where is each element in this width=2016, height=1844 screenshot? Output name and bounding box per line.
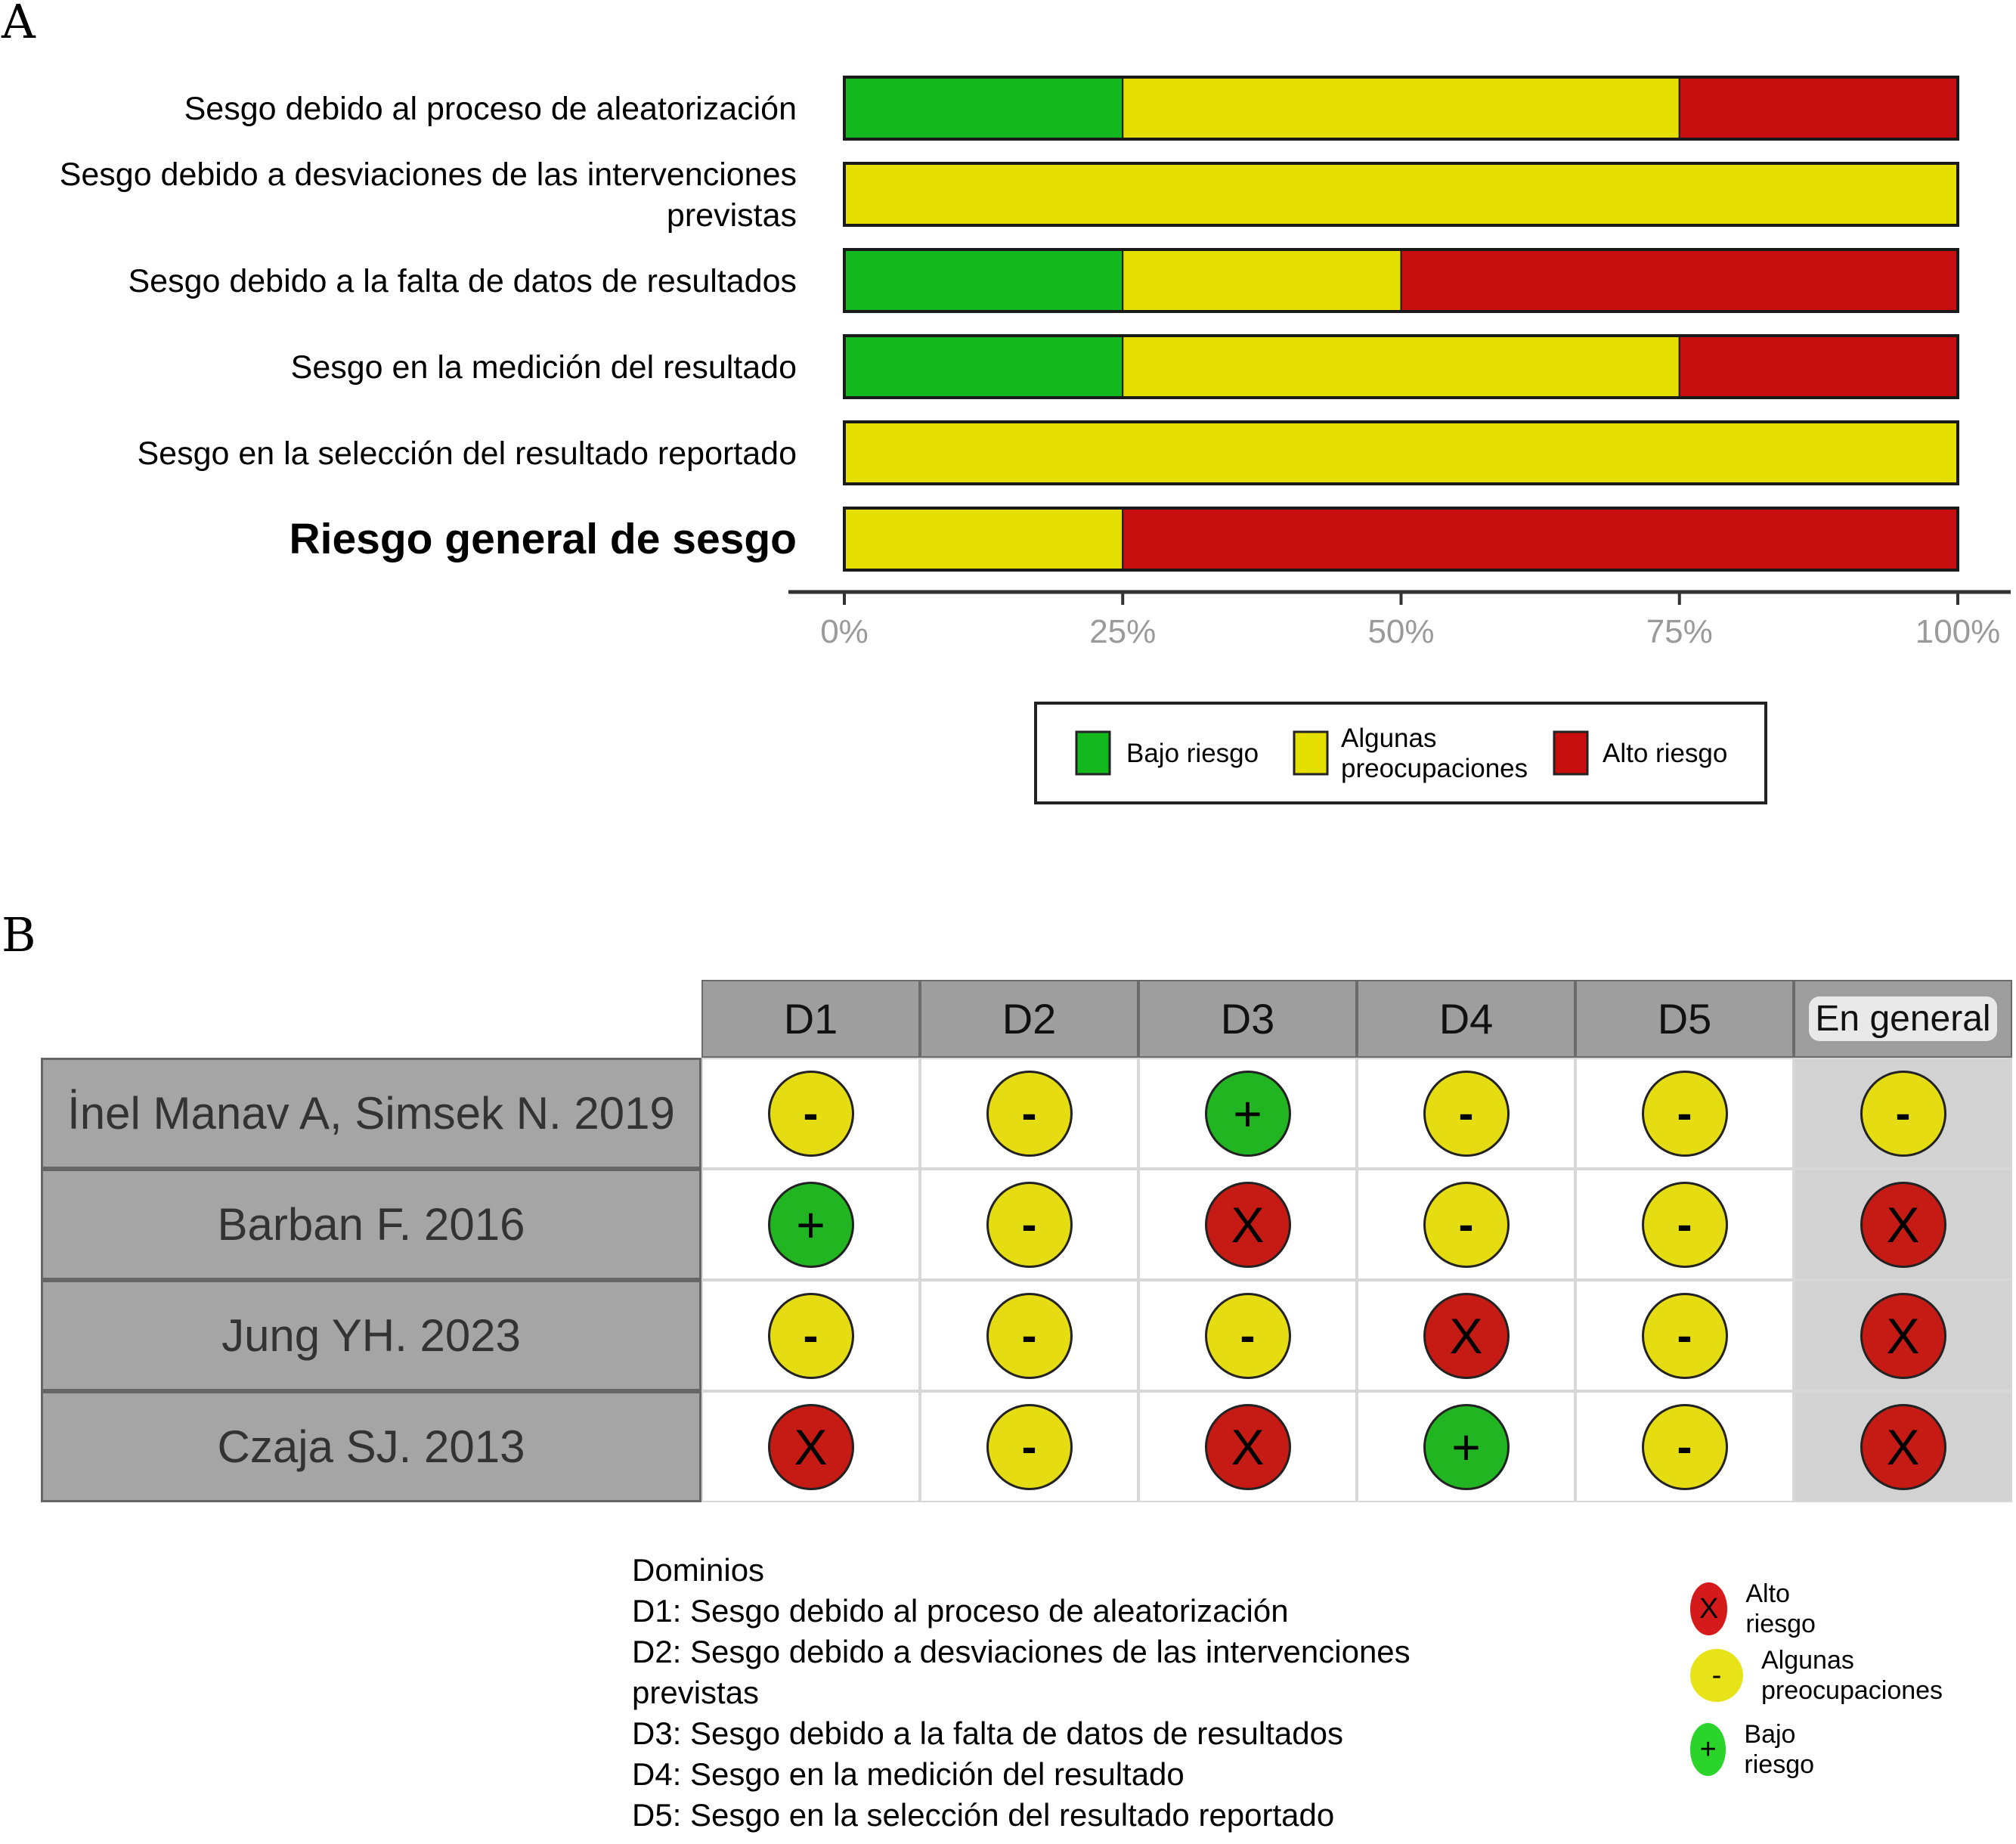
category-label: previstas: [666, 197, 797, 234]
domain-line: D5: Sesgo en la selección del resultado reportado: [632, 1797, 1335, 1833]
column-header: [920, 980, 1138, 1058]
x-icon: [768, 1404, 854, 1490]
minus-icon: [1642, 1293, 1728, 1379]
legend-swatch: [1294, 732, 1327, 774]
legend-label: Bajo riesgo: [1744, 1720, 1815, 1779]
domains-legend: [632, 1550, 1411, 1836]
legend-label: Bajo riesgo: [1126, 739, 1259, 768]
x-icon: [1860, 1293, 1946, 1379]
plus-icon: [768, 1182, 854, 1268]
judgement-cell: [1357, 1169, 1575, 1280]
minus-icon: [986, 1182, 1073, 1268]
domain-line: D3: Sesgo debido a la falta de datos de resultados: [632, 1715, 1343, 1751]
judgement-cell: [1138, 1169, 1357, 1280]
domain-line: D2: Sesgo debido a desviaciones de las intervenciones: [632, 1634, 1411, 1669]
x-tick-label: 100%: [1915, 613, 2001, 650]
legend-label: Alto riesgo: [1603, 739, 1728, 768]
x-icon: [1860, 1404, 1946, 1490]
judgement-symbol: -: [803, 1309, 819, 1361]
bar-segment: [1401, 249, 1959, 311]
bar-segment: [844, 508, 1123, 570]
legend-label: [1761, 1645, 1943, 1706]
judgement-symbol: +: [1451, 1418, 1481, 1475]
judgement-symbol: -: [1677, 1421, 1692, 1472]
legend-swatch: [1076, 732, 1110, 774]
legend-label-line: Algunas: [1761, 1646, 1854, 1675]
column-header-label: D3: [1220, 995, 1275, 1043]
judgement-symbol: X: [1886, 1196, 1920, 1253]
judgement-symbol: -: [1021, 1309, 1037, 1361]
judgement-cell: [701, 1280, 920, 1391]
judgement-symbol: -: [1677, 1309, 1692, 1361]
minus-icon: [1642, 1182, 1728, 1268]
judgement-cell: [1138, 1391, 1357, 1502]
judgement-cell: [1357, 1058, 1575, 1169]
domain-line: D4: Sesgo en la medición del resultado: [632, 1756, 1185, 1792]
judgement-symbol: -: [1677, 1087, 1692, 1139]
minus-icon: -: [1690, 1649, 1743, 1702]
x-icon: [1423, 1293, 1510, 1379]
legend-label: preocupaciones: [1341, 754, 1528, 783]
judgement-symbol: -: [1895, 1087, 1911, 1139]
x-icon: [1205, 1182, 1291, 1268]
column-header-label: En general: [1809, 996, 1996, 1041]
judgement-symbol: X: [794, 1418, 828, 1475]
judgement-symbol: X: [1231, 1418, 1265, 1475]
judgement-cell: [1575, 1280, 1794, 1391]
study-label: Jung YH. 2023: [41, 1280, 701, 1391]
domain-line: previstas: [632, 1675, 760, 1710]
minus-icon: [1642, 1071, 1728, 1157]
minus-icon: [768, 1071, 854, 1157]
bar-segment: [844, 422, 1958, 484]
minus-icon: [1205, 1293, 1291, 1379]
minus-icon: [1642, 1404, 1728, 1490]
x-tick-label: 0%: [820, 613, 869, 650]
judgement-symbol: -: [1677, 1198, 1692, 1250]
column-header-label: D2: [1002, 995, 1057, 1043]
minus-icon: [1860, 1071, 1946, 1157]
judgement-symbol: X: [1449, 1307, 1483, 1364]
judgement-cell: [1794, 1391, 2012, 1502]
judgement-cell: [1138, 1058, 1357, 1169]
bar-segment: [1123, 77, 1680, 139]
judgement-cell: [1575, 1058, 1794, 1169]
judgement-cell: [920, 1058, 1138, 1169]
judgement-symbol: X: [1886, 1418, 1920, 1475]
x-tick-label: 50%: [1367, 613, 1435, 650]
category-label: Sesgo debido a desviaciones de las intervenciones: [59, 157, 797, 193]
column-header: [1357, 980, 1575, 1058]
minus-icon: [768, 1293, 854, 1379]
category-label: Riesgo general de sesgo: [289, 515, 797, 563]
judgement-cell: [1357, 1391, 1575, 1502]
bar-segment: [844, 336, 1123, 398]
plus-icon: +: [1690, 1723, 1726, 1776]
column-header: [1138, 980, 1357, 1058]
judgement-cell: [1794, 1058, 2012, 1169]
bar-segment: [1680, 77, 1958, 139]
bar-segment: [1123, 508, 1958, 570]
category-label: Sesgo en la selección del resultado reportado: [137, 435, 797, 472]
domains-title: Dominios: [632, 1552, 765, 1588]
judgement-cell: [920, 1169, 1138, 1280]
judgement-cell: [701, 1391, 920, 1502]
category-label: Sesgo en la medición del resultado: [290, 349, 797, 386]
column-header-label: D5: [1657, 995, 1712, 1043]
panel-b-letter: B: [2, 907, 36, 962]
x-icon: [1205, 1404, 1291, 1490]
bar-segment: [844, 249, 1123, 311]
judgement-symbol: -: [1021, 1198, 1037, 1250]
category-label: Sesgo debido a la falta de datos de resultados: [128, 263, 797, 299]
minus-icon: [986, 1404, 1073, 1490]
study-label: İnel Manav A, Simsek N. 2019: [41, 1058, 701, 1169]
bar-segment: [1123, 249, 1401, 311]
legend-label: Algunas: [1341, 724, 1437, 753]
column-header-label: D4: [1438, 995, 1494, 1043]
judgement-symbol: +: [796, 1196, 825, 1253]
x-icon: [1860, 1182, 1946, 1268]
bar-segment: [844, 163, 1958, 225]
judgement-cell: [701, 1169, 920, 1280]
judgement-symbol: -: [1240, 1309, 1256, 1361]
column-header: [1794, 980, 2012, 1058]
domain-line: D1: Sesgo debido al proceso de aleatorización: [632, 1593, 1289, 1629]
judgement-symbol: -: [1021, 1087, 1037, 1139]
judgement-cell: [701, 1058, 920, 1169]
legend-item-high: [1690, 1579, 1832, 1639]
bar-segment: [844, 77, 1123, 139]
bar-segment: [1680, 336, 1958, 398]
study-label: Barban F. 2016: [41, 1169, 701, 1280]
judgement-cell: [920, 1280, 1138, 1391]
legend-label: Alto riesgo: [1745, 1579, 1816, 1638]
minus-icon: [986, 1071, 1073, 1157]
study-label: Czaja SJ. 2013: [41, 1391, 701, 1502]
judgement-symbol: -: [1458, 1198, 1474, 1250]
judgement-symbol: +: [1233, 1085, 1262, 1142]
plus-icon: [1205, 1071, 1291, 1157]
plus-icon: [1423, 1404, 1510, 1490]
x-icon: X: [1690, 1582, 1727, 1635]
judgement-cell: [1794, 1169, 2012, 1280]
minus-icon: [1423, 1182, 1510, 1268]
judgement-cell: [1357, 1280, 1575, 1391]
risk-of-bias-bar-chart: [0, 0, 2016, 824]
risk-of-bias-traffic-light-table: [41, 980, 2014, 1502]
legend-label-line: preocupaciones: [1761, 1676, 1943, 1705]
category-label: Sesgo debido al proceso de aleatorización: [184, 91, 797, 127]
x-tick-label: 25%: [1089, 613, 1157, 650]
judgement-cell: [1575, 1169, 1794, 1280]
judgement-symbol: X: [1231, 1196, 1265, 1253]
judgement-cell: [920, 1391, 1138, 1502]
judgement-cell: [1138, 1280, 1357, 1391]
minus-icon: [986, 1293, 1073, 1379]
judgement-symbol: -: [1458, 1087, 1474, 1139]
column-header-label: D1: [783, 995, 838, 1043]
legend-item-some: [1690, 1645, 1943, 1706]
bar-segment: [1123, 336, 1680, 398]
judgement-cell: [1575, 1391, 1794, 1502]
legend-swatch: [1554, 732, 1587, 774]
column-header: [1575, 980, 1794, 1058]
judgement-symbol: -: [803, 1087, 819, 1139]
x-tick-label: 75%: [1646, 613, 1713, 650]
panel-a-letter: A: [2, 0, 36, 49]
legend-item-low: [1690, 1719, 1832, 1780]
judgement-symbol: -: [1021, 1421, 1037, 1472]
judgement-symbol: X: [1886, 1307, 1920, 1364]
column-header: [701, 980, 920, 1058]
judgement-cell: [1794, 1280, 2012, 1391]
minus-icon: [1423, 1071, 1510, 1157]
